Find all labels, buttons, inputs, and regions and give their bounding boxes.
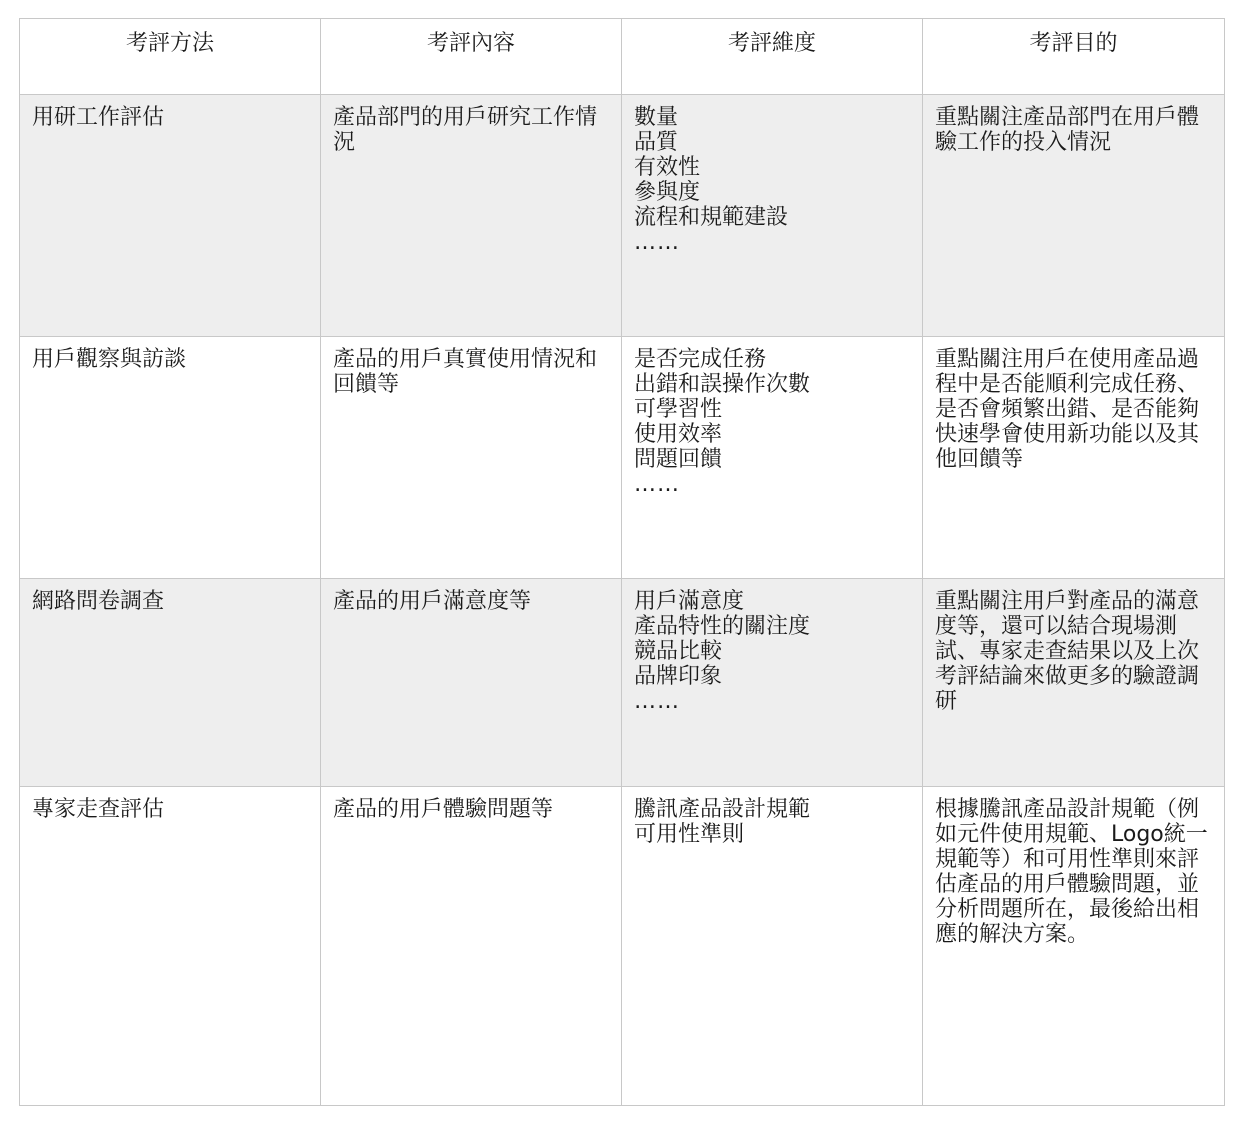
purpose-cell: 重點關注用戶對產品的滿意度等，還可以結合現場測試、專家走查結果以及上次考評結論來做更多的驗證調研 (923, 579, 1225, 787)
dimension-item: 是否完成任務 (634, 347, 767, 372)
method-cell: 網路問卷調查 (20, 579, 321, 787)
dimension-item: 產品特性的關注度 (634, 614, 811, 639)
dimension-item: 用戶滿意度 (634, 589, 745, 614)
dimension-item: 品質 (634, 130, 679, 155)
dimension-item: 流程和規範建設 (634, 205, 789, 230)
dimension-item: 出錯和誤操作次數 (634, 372, 811, 397)
content-cell: 產品的用戶真實使用情況和回饋等 (321, 337, 622, 579)
dimension-item: 有效性 (634, 155, 701, 180)
dimension-item: 參與度 (634, 180, 701, 205)
evaluation-methods-table (19, 18, 1225, 1106)
table-header-row (20, 19, 1225, 95)
method-cell: 用研工作評估 (20, 95, 321, 337)
header-content: 考評內容 (321, 19, 622, 95)
table-row (20, 337, 1225, 579)
header-purpose: 考評目的 (923, 19, 1225, 95)
table-row (20, 95, 1225, 337)
dimensions-cell (622, 787, 923, 1106)
purpose-cell: 重點關注產品部門在用戶體驗工作的投入情況 (923, 95, 1225, 337)
header-dimensions: 考評維度 (622, 19, 923, 95)
header-method: 考評方法 (20, 19, 321, 95)
dimension-item: 問題回饋 (634, 447, 723, 472)
purpose-cell: 根據騰訊產品設計規範（例如元件使用規範、Logo統一規範等）和可用性準則來評估產品的用戶體驗問題，並分析問題所在，最後給出相應的解決方案。 (923, 787, 1225, 1106)
dimension-ellipsis: …… (634, 230, 680, 255)
dimensions-cell (622, 95, 923, 337)
evaluation-table-container (19, 18, 1224, 1106)
dimension-item: 數量 (634, 105, 679, 130)
dimension-item: 可學習性 (634, 397, 723, 422)
dimension-item: 品牌印象 (634, 664, 723, 689)
dimensions-cell (622, 337, 923, 579)
content-cell: 產品部門的用戶研究工作情況 (321, 95, 622, 337)
method-cell: 專家走查評估 (20, 787, 321, 1106)
dimension-item: 騰訊產品設計規範 (634, 797, 811, 822)
dimension-ellipsis: …… (634, 689, 680, 714)
content-cell: 產品的用戶體驗問題等 (321, 787, 622, 1106)
purpose-cell: 重點關注用戶在使用產品過程中是否能順利完成任務、是否會頻繁出錯、是否能夠快速學會使用新功能以及其他回饋等 (923, 337, 1225, 579)
table-row (20, 579, 1225, 787)
table-row (20, 787, 1225, 1106)
dimension-item: 使用效率 (634, 422, 723, 447)
content-cell: 產品的用戶滿意度等 (321, 579, 622, 787)
dimension-ellipsis: …… (634, 472, 680, 497)
dimension-item: 競品比較 (634, 639, 723, 664)
dimensions-cell (622, 579, 923, 787)
method-cell: 用戶觀察與訪談 (20, 337, 321, 579)
dimension-item: 可用性準則 (634, 822, 745, 847)
